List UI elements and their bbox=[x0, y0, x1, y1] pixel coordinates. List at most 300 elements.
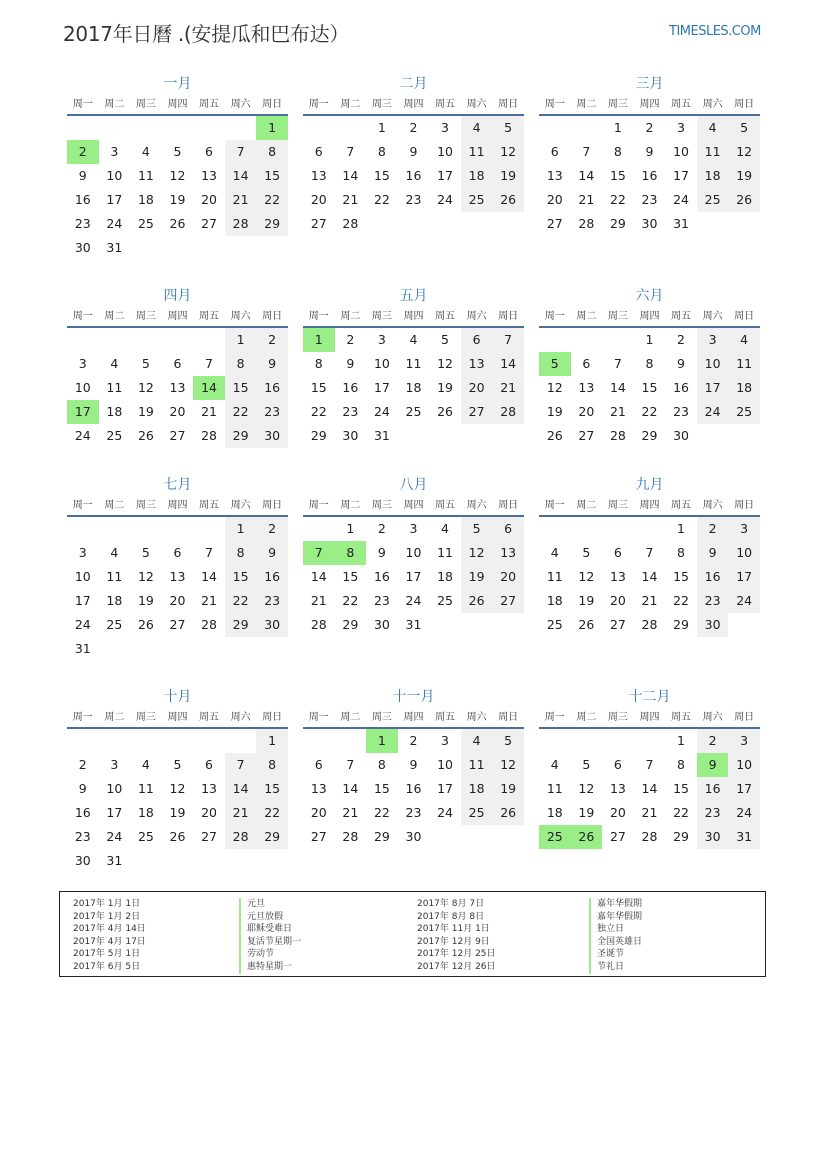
day-cell[interactable]: 10 bbox=[673, 144, 689, 159]
day-cell[interactable]: 21 bbox=[641, 593, 658, 608]
day-cell[interactable]: 23 bbox=[641, 192, 658, 207]
day-cell[interactable]: 9 bbox=[409, 757, 418, 772]
day-cell[interactable]: 27 bbox=[492, 589, 524, 613]
day-cell[interactable]: 1 bbox=[645, 332, 654, 347]
day-cell[interactable]: 26 bbox=[578, 617, 595, 632]
day-cell[interactable]: 21 bbox=[201, 593, 217, 608]
day-cell[interactable]: 25 bbox=[106, 617, 123, 632]
day-cell[interactable]: 15 bbox=[225, 565, 257, 589]
day-cell[interactable]: 23 bbox=[405, 805, 422, 820]
day-cell[interactable]: 24 bbox=[437, 192, 453, 207]
day-cell[interactable]: 2 bbox=[377, 521, 386, 536]
day-cell[interactable]: 21 bbox=[578, 192, 595, 207]
day-cell[interactable]: 16 bbox=[697, 777, 729, 801]
day-cell[interactable]: 12 bbox=[169, 168, 186, 183]
day-cell[interactable]: 21 bbox=[342, 192, 359, 207]
day-cell[interactable]: 4 bbox=[141, 144, 150, 159]
day-cell[interactable]: 17 bbox=[106, 805, 123, 820]
day-cell[interactable]: 14 bbox=[578, 168, 595, 183]
day-cell[interactable]: 17 bbox=[673, 168, 689, 183]
day-cell[interactable]: 14 bbox=[641, 569, 658, 584]
holiday-day-cell[interactable]: 14 bbox=[193, 376, 225, 400]
day-cell[interactable]: 20 bbox=[169, 404, 186, 419]
day-cell[interactable]: 10 bbox=[106, 781, 123, 796]
day-cell[interactable]: 21 bbox=[342, 805, 359, 820]
day-cell[interactable]: 18 bbox=[137, 805, 154, 820]
day-cell[interactable]: 30 bbox=[697, 825, 729, 849]
day-cell[interactable]: 2 bbox=[409, 120, 418, 135]
day-cell[interactable]: 29 bbox=[256, 825, 288, 849]
day-cell[interactable]: 24 bbox=[106, 216, 123, 231]
day-cell[interactable]: 22 bbox=[373, 192, 390, 207]
day-cell[interactable]: 14 bbox=[492, 352, 524, 376]
day-cell[interactable]: 17 bbox=[697, 376, 729, 400]
day-cell[interactable]: 16 bbox=[342, 380, 359, 395]
day-cell[interactable]: 4 bbox=[409, 332, 418, 347]
day-cell[interactable]: 20 bbox=[461, 376, 493, 400]
day-cell[interactable]: 29 bbox=[225, 424, 257, 448]
holiday-day-cell[interactable]: 1 bbox=[366, 729, 398, 753]
day-cell[interactable]: 23 bbox=[256, 400, 288, 424]
day-cell[interactable]: 16 bbox=[373, 569, 390, 584]
day-cell[interactable]: 30 bbox=[373, 617, 390, 632]
day-cell[interactable]: 26 bbox=[546, 428, 563, 443]
holiday-day-cell[interactable]: 5 bbox=[539, 352, 571, 376]
day-cell[interactable]: 18 bbox=[728, 376, 760, 400]
day-cell[interactable]: 9 bbox=[78, 781, 87, 796]
day-cell[interactable]: 13 bbox=[609, 781, 626, 796]
day-cell[interactable]: 26 bbox=[137, 617, 154, 632]
day-cell[interactable]: 25 bbox=[697, 188, 729, 212]
day-cell[interactable]: 15 bbox=[373, 781, 390, 796]
day-cell[interactable]: 25 bbox=[728, 400, 760, 424]
day-cell[interactable]: 20 bbox=[609, 593, 626, 608]
day-cell[interactable]: 28 bbox=[201, 428, 217, 443]
day-cell[interactable]: 3 bbox=[377, 332, 386, 347]
day-cell[interactable]: 24 bbox=[728, 589, 760, 613]
day-cell[interactable]: 26 bbox=[137, 428, 154, 443]
day-cell[interactable]: 29 bbox=[373, 829, 390, 844]
day-cell[interactable]: 9 bbox=[256, 541, 288, 565]
day-cell[interactable]: 18 bbox=[697, 164, 729, 188]
day-cell[interactable]: 23 bbox=[74, 216, 91, 231]
day-cell[interactable]: 31 bbox=[728, 825, 760, 849]
day-cell[interactable]: 27 bbox=[546, 216, 563, 231]
day-cell[interactable]: 23 bbox=[342, 404, 359, 419]
day-cell[interactable]: 7 bbox=[645, 757, 654, 772]
day-cell[interactable]: 7 bbox=[492, 328, 524, 352]
day-cell[interactable]: 1 bbox=[256, 729, 288, 753]
day-cell[interactable]: 18 bbox=[137, 192, 154, 207]
day-cell[interactable]: 28 bbox=[641, 617, 658, 632]
day-cell[interactable]: 6 bbox=[582, 356, 591, 371]
day-cell[interactable]: 18 bbox=[437, 569, 453, 584]
day-cell[interactable]: 7 bbox=[225, 140, 257, 164]
day-cell[interactable]: 22 bbox=[373, 805, 390, 820]
day-cell[interactable]: 8 bbox=[314, 356, 323, 371]
day-cell[interactable]: 15 bbox=[673, 781, 689, 796]
day-cell[interactable]: 7 bbox=[645, 545, 654, 560]
day-cell[interactable]: 7 bbox=[205, 545, 213, 560]
day-cell[interactable]: 25 bbox=[106, 428, 123, 443]
day-cell[interactable]: 13 bbox=[546, 168, 563, 183]
day-cell[interactable]: 21 bbox=[225, 188, 257, 212]
day-cell[interactable]: 22 bbox=[256, 188, 288, 212]
day-cell[interactable]: 13 bbox=[201, 781, 217, 796]
day-cell[interactable]: 6 bbox=[173, 545, 182, 560]
day-cell[interactable]: 2 bbox=[346, 332, 355, 347]
day-cell[interactable]: 23 bbox=[74, 829, 91, 844]
day-cell[interactable]: 15 bbox=[310, 380, 327, 395]
day-cell[interactable]: 24 bbox=[74, 617, 91, 632]
day-cell[interactable]: 11 bbox=[405, 356, 422, 371]
day-cell[interactable]: 23 bbox=[697, 589, 729, 613]
day-cell[interactable]: 28 bbox=[641, 829, 658, 844]
holiday-day-cell[interactable]: 25 bbox=[539, 825, 571, 849]
day-cell[interactable]: 9 bbox=[346, 356, 355, 371]
day-cell[interactable]: 28 bbox=[310, 617, 327, 632]
day-cell[interactable]: 24 bbox=[373, 404, 390, 419]
day-cell[interactable]: 5 bbox=[582, 757, 591, 772]
day-cell[interactable]: 25 bbox=[137, 216, 154, 231]
day-cell[interactable]: 3 bbox=[677, 120, 685, 135]
day-cell[interactable]: 6 bbox=[613, 757, 622, 772]
day-cell[interactable]: 27 bbox=[578, 428, 595, 443]
day-cell[interactable]: 15 bbox=[373, 168, 390, 183]
day-cell[interactable]: 7 bbox=[346, 144, 355, 159]
day-cell[interactable]: 23 bbox=[405, 192, 422, 207]
day-cell[interactable]: 24 bbox=[437, 805, 453, 820]
day-cell[interactable]: 10 bbox=[437, 757, 453, 772]
day-cell[interactable]: 7 bbox=[582, 144, 591, 159]
day-cell[interactable]: 16 bbox=[74, 805, 91, 820]
day-cell[interactable]: 21 bbox=[492, 376, 524, 400]
day-cell[interactable]: 26 bbox=[492, 801, 524, 825]
day-cell[interactable]: 25 bbox=[437, 593, 453, 608]
day-cell[interactable]: 19 bbox=[546, 404, 563, 419]
day-cell[interactable]: 29 bbox=[225, 613, 257, 637]
day-cell[interactable]: 31 bbox=[673, 216, 689, 231]
holiday-day-cell[interactable]: 8 bbox=[335, 541, 367, 565]
day-cell[interactable]: 27 bbox=[169, 428, 186, 443]
day-cell[interactable]: 30 bbox=[673, 428, 689, 443]
day-cell[interactable]: 14 bbox=[342, 781, 359, 796]
day-cell[interactable]: 7 bbox=[613, 356, 622, 371]
day-cell[interactable]: 21 bbox=[225, 801, 257, 825]
day-cell[interactable]: 12 bbox=[578, 569, 595, 584]
day-cell[interactable]: 5 bbox=[173, 144, 182, 159]
day-cell[interactable]: 7 bbox=[205, 356, 213, 371]
day-cell[interactable]: 9 bbox=[377, 545, 386, 560]
day-cell[interactable]: 19 bbox=[437, 380, 453, 395]
day-cell[interactable]: 24 bbox=[697, 400, 729, 424]
day-cell[interactable]: 4 bbox=[550, 757, 559, 772]
day-cell[interactable]: 19 bbox=[578, 805, 595, 820]
day-cell[interactable]: 2 bbox=[256, 517, 288, 541]
day-cell[interactable]: 16 bbox=[641, 168, 658, 183]
holiday-day-cell[interactable]: 9 bbox=[697, 753, 729, 777]
day-cell[interactable]: 25 bbox=[546, 617, 563, 632]
day-cell[interactable]: 12 bbox=[546, 380, 563, 395]
day-cell[interactable]: 3 bbox=[110, 757, 119, 772]
day-cell[interactable]: 27 bbox=[169, 617, 186, 632]
day-cell[interactable]: 24 bbox=[728, 801, 760, 825]
day-cell[interactable]: 19 bbox=[137, 404, 154, 419]
day-cell[interactable]: 5 bbox=[441, 332, 449, 347]
day-cell[interactable]: 18 bbox=[106, 404, 123, 419]
day-cell[interactable]: 22 bbox=[225, 589, 257, 613]
day-cell[interactable]: 24 bbox=[673, 192, 689, 207]
day-cell[interactable]: 1 bbox=[677, 733, 685, 748]
day-cell[interactable]: 19 bbox=[728, 164, 760, 188]
day-cell[interactable]: 1 bbox=[346, 521, 355, 536]
day-cell[interactable]: 1 bbox=[225, 328, 257, 352]
day-cell[interactable]: 8 bbox=[645, 356, 654, 371]
day-cell[interactable]: 26 bbox=[169, 829, 186, 844]
day-cell[interactable]: 3 bbox=[728, 729, 760, 753]
day-cell[interactable]: 28 bbox=[492, 400, 524, 424]
day-cell[interactable]: 28 bbox=[342, 216, 359, 231]
day-cell[interactable]: 2 bbox=[256, 328, 288, 352]
day-cell[interactable]: 5 bbox=[582, 545, 591, 560]
day-cell[interactable]: 7 bbox=[346, 757, 355, 772]
day-cell[interactable]: 5 bbox=[492, 729, 524, 753]
day-cell[interactable]: 13 bbox=[609, 569, 626, 584]
day-cell[interactable]: 30 bbox=[641, 216, 658, 231]
day-cell[interactable]: 28 bbox=[225, 212, 257, 236]
day-cell[interactable]: 12 bbox=[137, 380, 154, 395]
day-cell[interactable]: 22 bbox=[342, 593, 359, 608]
day-cell[interactable]: 15 bbox=[342, 569, 359, 584]
day-cell[interactable]: 12 bbox=[578, 781, 595, 796]
day-cell[interactable]: 27 bbox=[310, 216, 327, 231]
day-cell[interactable]: 28 bbox=[342, 829, 359, 844]
day-cell[interactable]: 11 bbox=[697, 140, 729, 164]
day-cell[interactable]: 5 bbox=[728, 116, 760, 140]
day-cell[interactable]: 13 bbox=[492, 541, 524, 565]
day-cell[interactable]: 27 bbox=[310, 829, 327, 844]
day-cell[interactable]: 6 bbox=[492, 517, 524, 541]
day-cell[interactable]: 17 bbox=[373, 380, 390, 395]
day-cell[interactable]: 12 bbox=[437, 356, 453, 371]
day-cell[interactable]: 23 bbox=[373, 593, 390, 608]
day-cell[interactable]: 21 bbox=[310, 593, 327, 608]
day-cell[interactable]: 26 bbox=[169, 216, 186, 231]
day-cell[interactable]: 31 bbox=[405, 617, 422, 632]
day-cell[interactable]: 15 bbox=[641, 380, 658, 395]
day-cell[interactable]: 22 bbox=[256, 801, 288, 825]
day-cell[interactable]: 4 bbox=[697, 116, 729, 140]
day-cell[interactable]: 4 bbox=[728, 328, 760, 352]
day-cell[interactable]: 21 bbox=[641, 805, 658, 820]
day-cell[interactable]: 20 bbox=[169, 593, 186, 608]
day-cell[interactable]: 31 bbox=[106, 853, 123, 868]
day-cell[interactable]: 17 bbox=[74, 593, 91, 608]
day-cell[interactable]: 14 bbox=[225, 164, 257, 188]
day-cell[interactable]: 23 bbox=[673, 404, 689, 419]
day-cell[interactable]: 22 bbox=[673, 805, 689, 820]
day-cell[interactable]: 6 bbox=[205, 757, 213, 772]
day-cell[interactable]: 9 bbox=[697, 541, 729, 565]
day-cell[interactable]: 2 bbox=[409, 733, 418, 748]
day-cell[interactable]: 17 bbox=[437, 168, 453, 183]
day-cell[interactable]: 19 bbox=[137, 593, 154, 608]
day-cell[interactable]: 27 bbox=[609, 617, 626, 632]
day-cell[interactable]: 1 bbox=[613, 120, 622, 135]
holiday-day-cell[interactable]: 1 bbox=[303, 328, 335, 352]
day-cell[interactable]: 15 bbox=[256, 777, 288, 801]
day-cell[interactable]: 22 bbox=[609, 192, 626, 207]
day-cell[interactable]: 8 bbox=[377, 144, 386, 159]
day-cell[interactable]: 13 bbox=[310, 781, 327, 796]
holiday-day-cell[interactable]: 7 bbox=[303, 541, 335, 565]
day-cell[interactable]: 23 bbox=[256, 589, 288, 613]
day-cell[interactable]: 16 bbox=[256, 565, 288, 589]
day-cell[interactable]: 4 bbox=[110, 356, 119, 371]
day-cell[interactable]: 19 bbox=[461, 565, 493, 589]
day-cell[interactable]: 24 bbox=[405, 593, 422, 608]
day-cell[interactable]: 20 bbox=[310, 805, 327, 820]
day-cell[interactable]: 29 bbox=[342, 617, 359, 632]
site-name[interactable]: TIMESLES.COM bbox=[669, 24, 761, 39]
day-cell[interactable]: 6 bbox=[550, 144, 559, 159]
day-cell[interactable]: 27 bbox=[609, 829, 626, 844]
holiday-day-cell[interactable]: 2 bbox=[67, 140, 99, 164]
day-cell[interactable]: 14 bbox=[225, 777, 257, 801]
day-cell[interactable]: 8 bbox=[677, 545, 685, 560]
day-cell[interactable]: 8 bbox=[677, 757, 685, 772]
day-cell[interactable]: 10 bbox=[728, 753, 760, 777]
day-cell[interactable]: 13 bbox=[201, 168, 217, 183]
day-cell[interactable]: 14 bbox=[310, 569, 327, 584]
day-cell[interactable]: 17 bbox=[728, 565, 760, 589]
day-cell[interactable]: 31 bbox=[74, 641, 91, 656]
day-cell[interactable]: 27 bbox=[461, 400, 493, 424]
day-cell[interactable]: 11 bbox=[546, 781, 563, 796]
day-cell[interactable]: 2 bbox=[677, 332, 685, 347]
day-cell[interactable]: 5 bbox=[461, 517, 493, 541]
day-cell[interactable]: 5 bbox=[141, 545, 150, 560]
day-cell[interactable]: 27 bbox=[201, 829, 217, 844]
day-cell[interactable]: 17 bbox=[106, 192, 123, 207]
day-cell[interactable]: 29 bbox=[673, 617, 689, 632]
day-cell[interactable]: 30 bbox=[256, 424, 288, 448]
day-cell[interactable]: 11 bbox=[728, 352, 760, 376]
day-cell[interactable]: 6 bbox=[173, 356, 182, 371]
day-cell[interactable]: 6 bbox=[314, 757, 323, 772]
day-cell[interactable]: 19 bbox=[492, 777, 524, 801]
day-cell[interactable]: 8 bbox=[225, 352, 257, 376]
day-cell[interactable]: 12 bbox=[492, 753, 524, 777]
day-cell[interactable]: 16 bbox=[405, 781, 422, 796]
day-cell[interactable]: 20 bbox=[201, 192, 217, 207]
day-cell[interactable]: 3 bbox=[409, 521, 418, 536]
day-cell[interactable]: 22 bbox=[641, 404, 658, 419]
day-cell[interactable]: 20 bbox=[201, 805, 217, 820]
day-cell[interactable]: 3 bbox=[697, 328, 729, 352]
day-cell[interactable]: 1 bbox=[677, 521, 685, 536]
day-cell[interactable]: 3 bbox=[728, 517, 760, 541]
day-cell[interactable]: 4 bbox=[550, 545, 559, 560]
day-cell[interactable]: 25 bbox=[461, 188, 493, 212]
day-cell[interactable]: 1 bbox=[377, 120, 386, 135]
day-cell[interactable]: 26 bbox=[437, 404, 453, 419]
day-cell[interactable]: 10 bbox=[728, 541, 760, 565]
day-cell[interactable]: 14 bbox=[201, 569, 217, 584]
day-cell[interactable]: 20 bbox=[578, 404, 595, 419]
day-cell[interactable]: 5 bbox=[141, 356, 150, 371]
day-cell[interactable]: 2 bbox=[697, 729, 729, 753]
day-cell[interactable]: 8 bbox=[256, 140, 288, 164]
day-cell[interactable]: 10 bbox=[405, 545, 422, 560]
day-cell[interactable]: 10 bbox=[697, 352, 729, 376]
day-cell[interactable]: 21 bbox=[609, 404, 626, 419]
day-cell[interactable]: 2 bbox=[645, 120, 654, 135]
day-cell[interactable]: 29 bbox=[310, 428, 327, 443]
day-cell[interactable]: 25 bbox=[137, 829, 154, 844]
day-cell[interactable]: 16 bbox=[256, 376, 288, 400]
day-cell[interactable]: 11 bbox=[106, 380, 123, 395]
day-cell[interactable]: 10 bbox=[437, 144, 453, 159]
day-cell[interactable]: 12 bbox=[137, 569, 154, 584]
day-cell[interactable]: 28 bbox=[609, 428, 626, 443]
day-cell[interactable]: 10 bbox=[74, 569, 91, 584]
day-cell[interactable]: 30 bbox=[256, 613, 288, 637]
day-cell[interactable]: 30 bbox=[405, 829, 422, 844]
day-cell[interactable]: 15 bbox=[225, 376, 257, 400]
day-cell[interactable]: 16 bbox=[405, 168, 422, 183]
day-cell[interactable]: 21 bbox=[201, 404, 217, 419]
day-cell[interactable]: 19 bbox=[169, 192, 186, 207]
day-cell[interactable]: 6 bbox=[613, 545, 622, 560]
day-cell[interactable]: 13 bbox=[578, 380, 595, 395]
day-cell[interactable]: 3 bbox=[441, 733, 449, 748]
day-cell[interactable]: 12 bbox=[169, 781, 186, 796]
day-cell[interactable]: 8 bbox=[256, 753, 288, 777]
day-cell[interactable]: 15 bbox=[673, 569, 689, 584]
day-cell[interactable]: 9 bbox=[78, 168, 87, 183]
day-cell[interactable]: 15 bbox=[609, 168, 626, 183]
day-cell[interactable]: 20 bbox=[609, 805, 626, 820]
day-cell[interactable]: 4 bbox=[141, 757, 150, 772]
day-cell[interactable]: 11 bbox=[437, 545, 453, 560]
day-cell[interactable]: 6 bbox=[461, 328, 493, 352]
day-cell[interactable]: 22 bbox=[225, 400, 257, 424]
day-cell[interactable]: 29 bbox=[609, 216, 626, 231]
day-cell[interactable]: 30 bbox=[697, 613, 729, 637]
day-cell[interactable]: 13 bbox=[461, 352, 493, 376]
day-cell[interactable]: 16 bbox=[74, 192, 91, 207]
day-cell[interactable]: 10 bbox=[74, 380, 91, 395]
day-cell[interactable]: 12 bbox=[492, 140, 524, 164]
day-cell[interactable]: 15 bbox=[256, 164, 288, 188]
day-cell[interactable]: 11 bbox=[546, 569, 563, 584]
day-cell[interactable]: 13 bbox=[169, 380, 186, 395]
day-cell[interactable]: 16 bbox=[673, 380, 689, 395]
day-cell[interactable]: 11 bbox=[461, 140, 493, 164]
day-cell[interactable]: 11 bbox=[137, 168, 154, 183]
day-cell[interactable]: 20 bbox=[310, 192, 327, 207]
holiday-day-cell[interactable]: 26 bbox=[571, 825, 603, 849]
holiday-day-cell[interactable]: 17 bbox=[67, 400, 99, 424]
day-cell[interactable]: 11 bbox=[461, 753, 493, 777]
day-cell[interactable]: 11 bbox=[106, 569, 123, 584]
day-cell[interactable]: 9 bbox=[645, 144, 654, 159]
day-cell[interactable]: 22 bbox=[310, 404, 327, 419]
day-cell[interactable]: 19 bbox=[578, 593, 595, 608]
day-cell[interactable]: 3 bbox=[110, 144, 119, 159]
day-cell[interactable]: 18 bbox=[405, 380, 422, 395]
